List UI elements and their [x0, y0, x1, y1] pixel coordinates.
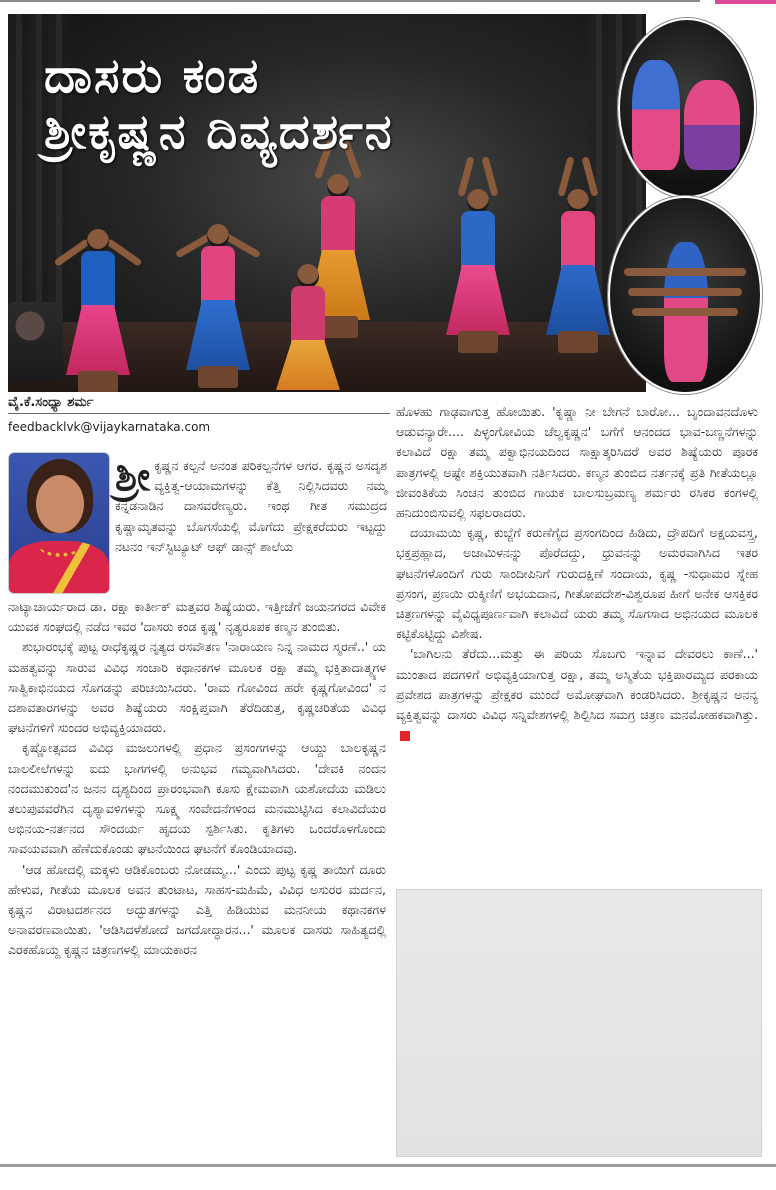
- paragraph: ಶುಭಾರಂಭಕ್ಕೆ ಪುಟ್ಟ ರಾಧೆಕೃಷ್ಣರ ನೃತ್ಯದ ರಸವೌತಣ 'ನಾರಾಯಣ ನಿನ್ನ ನಾಮದ ಸ್ಮರಣೆ..' ಯ ಮಹತ್ವವನ್ನು ಸಾರುವ ವಿವಿಧ ಸಂಚಾರಿ ಕಥಾನಕಗಳ ಮೂಲಕ ರಕ್ಷಾ ತಮ್ಮ ಭಕ್ತಿತಾದಾತ್ಮ್ಯಗಳ ಸಾತ್ವಿಕಾಭಿನಯದ ಸೊಗಡನ್ನು ಪರಿಚಯಿಸಿದರು. 'ರಾಮ ಗೋವಿಂದ ಹರೇ ಕೃಷ್ಣಗೋವಿಂದ' ನ ದಶಾವತಾರಗಳನ್ನು ಅವರ ಶಿಷ್ಯೆಯರು ಸಂಕ್ಷಿಪ್ತವಾಗಿ ತೆರೆದಿಡುತ್ತ, ಕೃಷ್ಣಚರಿತೆಯ ವಿವಿಧ ಘಟನೆಗಳಿಗೆ ಸುಂದರ ಅಭಿವ್ಯಕ್ತಿಯಾದರು.: [8, 639, 386, 736]
- feedback-email: feedbacklvk@vijaykarnataka.com: [8, 420, 211, 434]
- paragraph: 'ಆಡ ಹೋದಲ್ಲಿ ಮಕ್ಕಳು ಆಡಿಕೊಂಬರು ನೋಡಮ್ಮ...' ಎಂದು ಪುಟ್ಟ ಕೃಷ್ಣ ತಾಯಿಗೆ ದೂರು ಹೇಳುವ, ಗೀತೆಯ ಮೂಲಕ ಅವನ ತುಂಟಾಟ, ಸಾಹಸ-ಮಹಿಮೆ, ವಿವಿಧ ಅಸುರರ ಮರ್ದನ, ಕೃಷ್ಣನ ವಿರಾಟದರ್ಶನದ ಅದ್ಭುತಗಳನ್ನು ಎತ್ತಿ ಹಿಡಿಯುವ ಮನನೀಯ ಕಥಾನಕಗಳ ಅನಾವರಣವಾಯಿತು. 'ಆಡಿಸಿದಳೆಶೋದೆ ಜಗದೋದ್ಧಾರನ...' ಮೂಲಕ ದಾಸರು ಸಾಹಿತ್ಯದಲ್ಲಿ ಎರಕಹೊಯ್ದ ಕೃಷ್ಣನ ಚಿತ್ರಣಗಳಲ್ಲಿ ಮಾಯಕಾರನ: [8, 861, 386, 958]
- headline-line-2: ಶ್ರೀಕೃಷ್ಣನ ದಿವ್ಯದರ್ಶನ: [44, 104, 394, 160]
- page-accent-bar: [715, 0, 776, 4]
- inset-photo-bottom: [608, 196, 762, 394]
- dancer-figure: [58, 229, 138, 392]
- author-byline: ವೈ.ಕೆ.ಸಂಧ್ಯಾ ಶರ್ಮ: [8, 395, 94, 410]
- dancer-figure: [538, 189, 618, 389]
- hero-dance-photo: [8, 14, 646, 392]
- article-intro: [115, 456, 387, 557]
- paragraph: [396, 644, 758, 745]
- paragraph: ಹೊಳಹು ಗಾಢವಾಗುತ್ತ ಹೋಯಿತು. 'ಕೃಷ್ಣಾ ನೀ ಬೇಗನೆ ಬಾರೋ... ಬೃಂದಾವನದೊಳು ಆಡುವನ್ಯಾರೇ.... ಪಿಳ್ಳಂಗೋವಿಯ ಚೆಲ್ವಕೃಷ್ಣನ' ಬಗೆಗೆ ಆನಂದದ ಭಾವ-ಬಣ್ಣನೆಗಳನ್ನು ಕಲಾವಿದೆ ರಕ್ಷಾ ತಮ್ಮ ಪಕ್ವಾಭಿನಯದಿಂದ ಸಾಕ್ಷಾತ್ಕರಿಸಿದರೆ ಅವರ ಶಿಷ್ಯೆಯರು ಪೂರಕ ಪಾತ್ರಗಳಲ್ಲಿ ಅಷ್ಟೇ ಶಕ್ತಿಯುತವಾಗಿ ನರ್ತಿಸಿದರು. ಕಣ್ಮನ ತುಂಬಿದ ನರ್ತನಕ್ಕೆ ಪ್ರತಿ ಗೀತೆಯಲ್ಲೂ ಜೀವಂತಿಕೆಯ ಸಿಂಚನ ತುಂಬಿದ ಗಾಯಕ ಬಾಲಸುಬ್ರಮಣ್ಯ ಶರ್ಮರು ರಸಿಕರ ಕಂಗಳಲ್ಲಿ ಹನಿದುಂಬಿಸುವಲ್ಲಿ ಸಫಲರಾದರು.: [396, 404, 758, 521]
- dancer-figure: [268, 264, 348, 392]
- closing-paragraph-text: 'ಬಾಗಿಲನು ತೆರೆದು...ಮತ್ತು ಈ ಪರಿಯ ಸೊಬಗು ಇನ್ನಾವ ದೇವರಲು ಕಾಣೆ...' ಮುಂತಾದ ಪದಗಳಿಗೆ ಅಭಿವ್ಯಕ್ತಿಯಾಗುತ್ತ ರಕ್ಷಾ, ತಮ್ಮ ಅಸ್ಮಿತೆಯ ಭಕ್ತಿಪಾರಮ್ಯದ ಪರಕಾಯ ಪ್ರವೇಶದ ಪಾತ್ರಗಳನ್ನು ಪ್ರೇಕ್ಷಕರ ಮುಂದೆ ಅಮೋಘವಾಗಿ ಕಂಡರಿಸಿದರು. ಶ್ರೀಕೃಷ್ಣನ ಅನನ್ಯ ವ್ಯಕ್ತಿತ್ವವನ್ನು ದಾಸರು ವಿವಿಧ ಸನ್ನಿವೇಶಗಳಲ್ಲಿ ಶಿಲ್ಪಿಸಿದ ಸಮಗ್ರ ಚಿತ್ರಣ ಮನಮೋಹಕವಾಗಿತ್ತು.: [396, 646, 758, 723]
- intro-text: ಕೃಷ್ಣನ ಕಲ್ಪನೆ ಅನಂತ ಪರಿಕಲ್ಪನೆಗಳ ಆಗರ. ಕೃಷ್ಣನ ಅಸದೃಶ ವ್ಯಕ್ತಿತ್ವ-ಆಯಾಮಗಳನ್ನು ಕೆತ್ತಿ ನಿಲ್ಲಿಸಿದವರು ನಮ್ಮ ಕನ್ನಡನಾಡಿನ ದಾಸವರೇಣ್ಯರು. ಇಂಥ ಗೀತ ಸಮುದ್ರದ ಕೃಷ್ಣಾಮೃತವನ್ನು ಬೊಗಸೆಯಲ್ಲಿ ಮೊಗೆದು ಪ್ರೇಕ್ಷಕರೆದುರು ಇಟ್ಟದ್ದು ನಟನಂ ಇನ್‌ಸ್ಟಿಟ್ಯೂಟ್ ಆಫ್ ಡಾನ್ಸ್ ಶಾಲೆಯ: [115, 458, 387, 554]
- dancer-figure: [178, 224, 258, 392]
- bottom-rule: [0, 1164, 776, 1167]
- drop-cap: ಶ್ರೀ: [115, 454, 151, 500]
- author-photo: [8, 452, 110, 594]
- musicians-figure: [8, 302, 63, 382]
- paragraph: ದಯಾಮಯಿ ಕೃಷ್ಣ, ಕುಬ್ಜೆಗೆ ಕರುಣೆಗೈದ ಪ್ರಸಂಗದಿಂದ ಹಿಡಿದು, ದ್ರೌಪದಿಗೆ ಅಕ್ಷಯವಸ್ತ್ರ, ಭಕ್ತಪ್ರಹ್ಲಾದ, ಅಜಾಮಿಳನನ್ನು ಪೊರೆದದ್ದು, ಧ್ರುವನನ್ನು ಅಮರವಾಗಿಸಿದ ಇತರ ಘಟನೆಗಳೊಂದಿಗೆ ಗುರು ಸಾಂದೀಪಿನಿಗೆ ಗುರುದಕ್ಷಿಣೆ ಸಂದಾಯ, ಕೃಷ್ಣ -ಸುಧಾಮರ ಸ್ನೇಹ ಪ್ರಸಂಗ, ಪ್ರಣಯಿ ರುಕ್ಮಿಣಿಗೆ ಅಭಯದಾನ, ಗೀತೋಪದೇಶ-ವಿಶ್ವರೂಪ ಹೀಗೆ ಅನೇಕ ಆಸಕ್ತಿಕರ ಚಿತ್ರಣಗಳನ್ನು ವೈವಿಧ್ಯಪೂರ್ಣವಾಗಿ ಕಲಾವಿದೆ ಯರು ತಮ್ಮ ಸೊಗಸಾದ ಅಭಿನಯದ ಮೂಲಕ ಕಟ್ಟಿಕೊಟ್ಟಿದ್ದು ವಿಶೇಷ.: [396, 525, 758, 642]
- article-column-1: [8, 597, 386, 961]
- paragraph: ನಾಟ್ಯಾಚಾರ್ಯರಾದ ಡಾ. ರಕ್ಷಾ ಕಾರ್ತೀಕ್ ಮತ್ತವರ ಶಿಷ್ಯೆಯರು. ಇತ್ತೀಚೆಗೆ ಜಯನಗರದ ವಿವೇಕ ಯುವಕ ಸಂಘದಲ್ಲಿ ನಡೆದ ಇವರ 'ದಾಸರು ಕಂಡ ಕೃಷ್ಣ' ನೃತ್ಯರೂಪಕ ಕಣ್ಮನ ತುಂಬಿತು.: [8, 599, 386, 635]
- inset-photo-top: [618, 18, 756, 198]
- end-of-article-mark: [400, 731, 410, 741]
- dancer-figure: [438, 189, 518, 389]
- headline: [44, 48, 564, 160]
- article-column-2: [396, 402, 758, 745]
- headline-line-1: ದಾಸರು ಕಂಡ: [44, 48, 261, 104]
- byline-divider: [8, 413, 390, 414]
- top-rule: [0, 0, 700, 2]
- blank-ad-space: [396, 889, 762, 1157]
- paragraph: ಕೃಷ್ಣೋತ್ಸವದ ವಿವಿಧ ಮಜಲುಗಳಲ್ಲಿ ಪ್ರಧಾನ ಪ್ರಸಂಗಗಳನ್ನು ಆಯ್ದು ಬಾಲಕೃಷ್ಣನ ಬಾಲಲೀಲೆಗಳನ್ನು ಐದು ಭಾಗಗಳಲ್ಲಿ ಅನುಭವ ಗಮ್ಯವಾಗಿಸಿದರು. 'ದೇವಕಿ ನಂದನ ನಂದಮುಕುಂದ'ನ ಜನನ ದೃಶ್ಯದಿಂದ ಪ್ರಾರಂಭವಾಗಿ ಕೂಸು ಕ್ಷೇಮವಾಗಿ ಯಶೋದೆಯ ಮಡಿಲು ತಲುಪುವವರೆಗಿನ ದೃಶ್ಯಾವಳಿಗಳನ್ನು ಸೂಕ್ಷ್ಮ ಸಂವೇದನೆಗಳಿಂದ ಮನಮುಟ್ಟಿಸಿದ ಕಲಾವಿದೆಯರ ಅಭಿನಯ-ನರ್ತನದ ಸೌಂದರ್ಯ ಹೃದಯ ಸ್ಪರ್ಶಿಸಿತು. ಕೃತಿಗಳು ಒಂದರೊಳಗೊಂದು ಸಾವಯವವಾಗಿ ಹೆಣೆದುಕೊಂಡು ಘಟನೆಯಿಂದ ಘಟನೆಗೆ ಕೊಂಡಿಯಾದವು.: [8, 740, 386, 857]
